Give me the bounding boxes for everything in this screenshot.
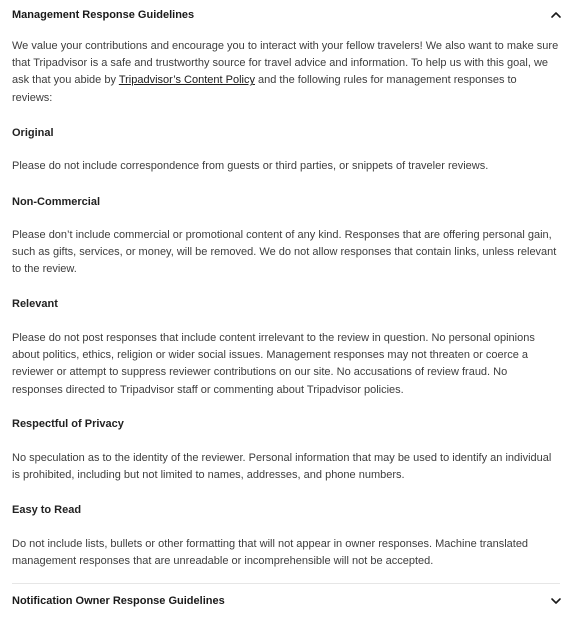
intro-paragraph bbox=[12, 38, 560, 107]
section-body-non-commercial: Please don’t include commercial or promotional content of any kind. Responses that are offering personal gain, such as gifts, services, or money, will be removed. We do not allow responses that contain links, unless relevant to the review. bbox=[12, 229, 557, 276]
section-heading-original: Original bbox=[12, 127, 54, 139]
chevron-down-icon[interactable] bbox=[550, 595, 562, 607]
intro-text: We value your contributions and encourage you to interact with your fellow travelers! We also want to make sure that Tripadvisor is a safe and trustworthy source for travel advice and information. To help us with this goal, we ask that you abide by bbox=[12, 40, 559, 87]
section-heading-relevant: Relevant bbox=[12, 298, 58, 310]
accordion-divider bbox=[12, 583, 560, 584]
management-response-guidelines-header[interactable] bbox=[12, 0, 562, 30]
accordion-title: Notification Owner Response Guidelines bbox=[12, 595, 225, 607]
section-body-original: Please do not include correspondence from guests or third parties, or snippets of traveler reviews. bbox=[12, 160, 489, 172]
section-body-privacy: No speculation as to the identity of the reviewer. Personal information that may be used to identify an individual is prohibited, including but not limited to names, addresses, and phone numbers. bbox=[12, 452, 552, 482]
accordion-title: Management Response Guidelines bbox=[12, 9, 195, 21]
intro-text-end: and the following rules for management responses to reviews: bbox=[12, 74, 517, 104]
section-heading-non-commercial: Non-Commercial bbox=[12, 196, 101, 208]
section-heading-easy-to-read: Easy to Read bbox=[12, 504, 82, 516]
content-policy-link[interactable]: Tripadvisor’s Content Policy bbox=[118, 74, 255, 87]
section-heading-privacy: Respectful of Privacy bbox=[12, 418, 124, 430]
notification-owner-response-guidelines-header[interactable] bbox=[12, 586, 562, 616]
section-body-relevant: Please do not post responses that include content irrelevant to the review in question. No personal opinions about politics, ethics, religion or wider social issues. Management responses may not threaten or coerce a reviewer or attempt to suppress reviewer contributions on our site. No accusations of review fraud. No responses directed to Tripadvisor staff or commenting about Tripadvisor policies. bbox=[12, 332, 535, 396]
section-body-easy-to-read: Do not include lists, bullets or other formatting that will not appear in owner responses. Machine translated management responses that are unreadable or incomprehensible will not be accepted. bbox=[12, 538, 529, 568]
chevron-up-icon[interactable] bbox=[550, 9, 562, 21]
